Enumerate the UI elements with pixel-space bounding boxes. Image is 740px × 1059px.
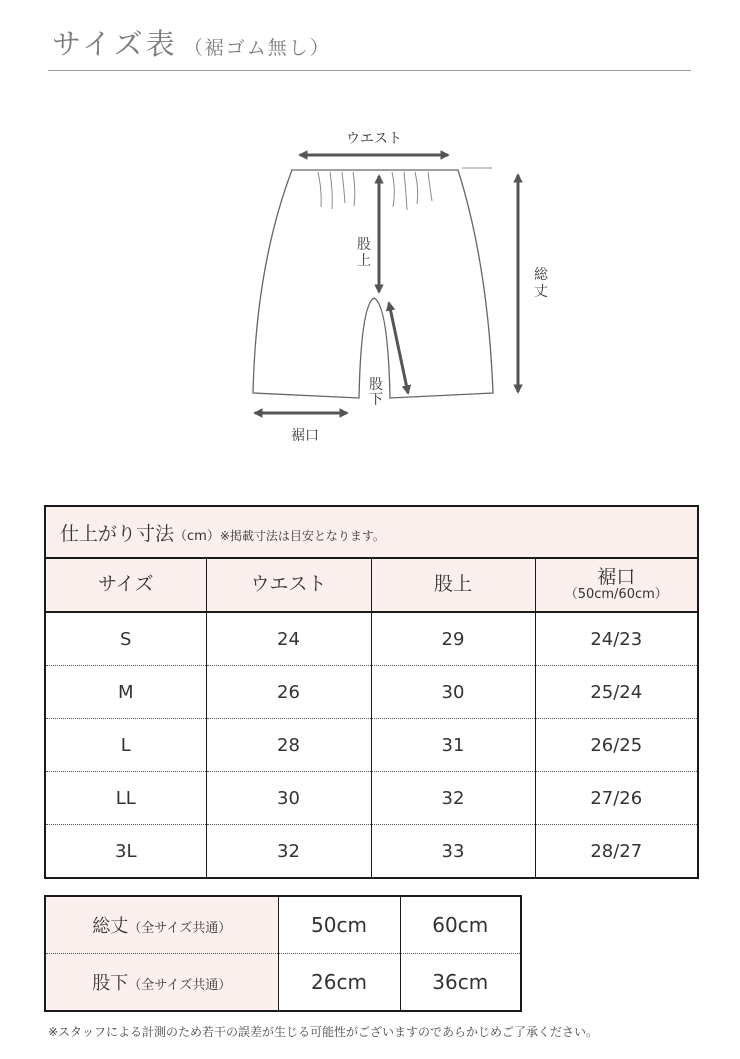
total-length-label-2: 丈 bbox=[534, 284, 548, 300]
size-table-caption bbox=[45, 506, 698, 558]
table-row bbox=[45, 772, 698, 825]
inseam-arrow bbox=[389, 303, 408, 393]
cell-hem: 24/23 bbox=[535, 612, 698, 666]
length-label-note: （全サイズ共通） bbox=[128, 978, 232, 993]
footnote: ※スタッフによる計測のため若干の誤差が生じる可能性がございますのであらかじめご了承ください。 bbox=[48, 1025, 599, 1039]
length-label-inseam bbox=[45, 954, 278, 1012]
inseam-label-1: 股 bbox=[369, 377, 383, 393]
cell-rise: 29 bbox=[371, 612, 535, 666]
size-table bbox=[44, 505, 699, 879]
cell-rise: 32 bbox=[371, 772, 535, 825]
inseam-label-2: 下 bbox=[369, 392, 383, 408]
total-length-label-1: 総 bbox=[534, 267, 548, 283]
cell-size: S bbox=[45, 612, 206, 666]
title-subtitle: （裾ゴム無し） bbox=[183, 37, 331, 59]
header-hem bbox=[535, 558, 698, 612]
length-label-text: 股下 bbox=[92, 973, 129, 994]
cell-rise: 30 bbox=[371, 666, 535, 719]
cell-waist: 24 bbox=[206, 612, 371, 666]
header-size: サイズ bbox=[45, 558, 206, 612]
cell-size: M bbox=[45, 666, 206, 719]
length-value: 26cm bbox=[278, 954, 400, 1012]
header-hem-label: 裾口 bbox=[597, 565, 636, 588]
length-value: 50cm bbox=[278, 896, 400, 954]
cell-size: LL bbox=[45, 772, 206, 825]
length-row-inseam bbox=[45, 954, 521, 1012]
caption-unit: （cm） bbox=[174, 528, 220, 544]
table-row bbox=[45, 666, 698, 719]
cell-hem: 25/24 bbox=[535, 666, 698, 719]
cell-size: 3L bbox=[115, 840, 137, 862]
cell-hem: 28/27 bbox=[535, 825, 698, 879]
rise-label-2: 上 bbox=[357, 253, 371, 269]
cell-rise: 31 bbox=[371, 719, 535, 772]
cell-size: L bbox=[45, 719, 206, 772]
caption-note: ※掲載寸法は目安となります。 bbox=[219, 528, 385, 543]
length-label-text: 総丈 bbox=[92, 916, 129, 937]
page-title bbox=[52, 24, 331, 68]
length-value: 36cm bbox=[400, 954, 521, 1012]
header-hem-sub: （50cm/60cm） bbox=[564, 587, 668, 603]
size-table-caption-row bbox=[45, 506, 698, 558]
shorts-diagram bbox=[240, 120, 560, 460]
cell-waist: 26 bbox=[206, 666, 371, 719]
cell-hem: 27/26 bbox=[535, 772, 698, 825]
cell-waist: 30 bbox=[206, 772, 371, 825]
hem-label: 裾口 bbox=[291, 428, 319, 444]
cell-rise: 33 bbox=[371, 825, 535, 879]
length-value: 60cm bbox=[400, 896, 521, 954]
length-label-note: （全サイズ共通） bbox=[128, 921, 232, 936]
caption-title: 仕上がり寸法 bbox=[60, 522, 175, 545]
length-label-total bbox=[45, 896, 278, 954]
header-waist: ウエスト bbox=[206, 558, 371, 612]
length-table bbox=[44, 895, 522, 1012]
size-table-header bbox=[45, 558, 698, 612]
table-row bbox=[45, 825, 698, 879]
length-row-total bbox=[45, 896, 521, 954]
cell-waist: 28 bbox=[206, 719, 371, 772]
title-text: サイズ表 bbox=[52, 27, 178, 61]
waist-label: ウエスト bbox=[346, 131, 402, 147]
table-row bbox=[45, 612, 698, 666]
header-rise: 股上 bbox=[371, 558, 535, 612]
title-divider bbox=[48, 70, 691, 71]
shorts-outline bbox=[253, 170, 493, 398]
table-row bbox=[45, 719, 698, 772]
rise-label-1: 股 bbox=[357, 237, 371, 253]
waistband-gathers bbox=[318, 168, 492, 210]
cell-hem: 26/25 bbox=[535, 719, 698, 772]
cell-waist: 32 bbox=[206, 825, 371, 879]
